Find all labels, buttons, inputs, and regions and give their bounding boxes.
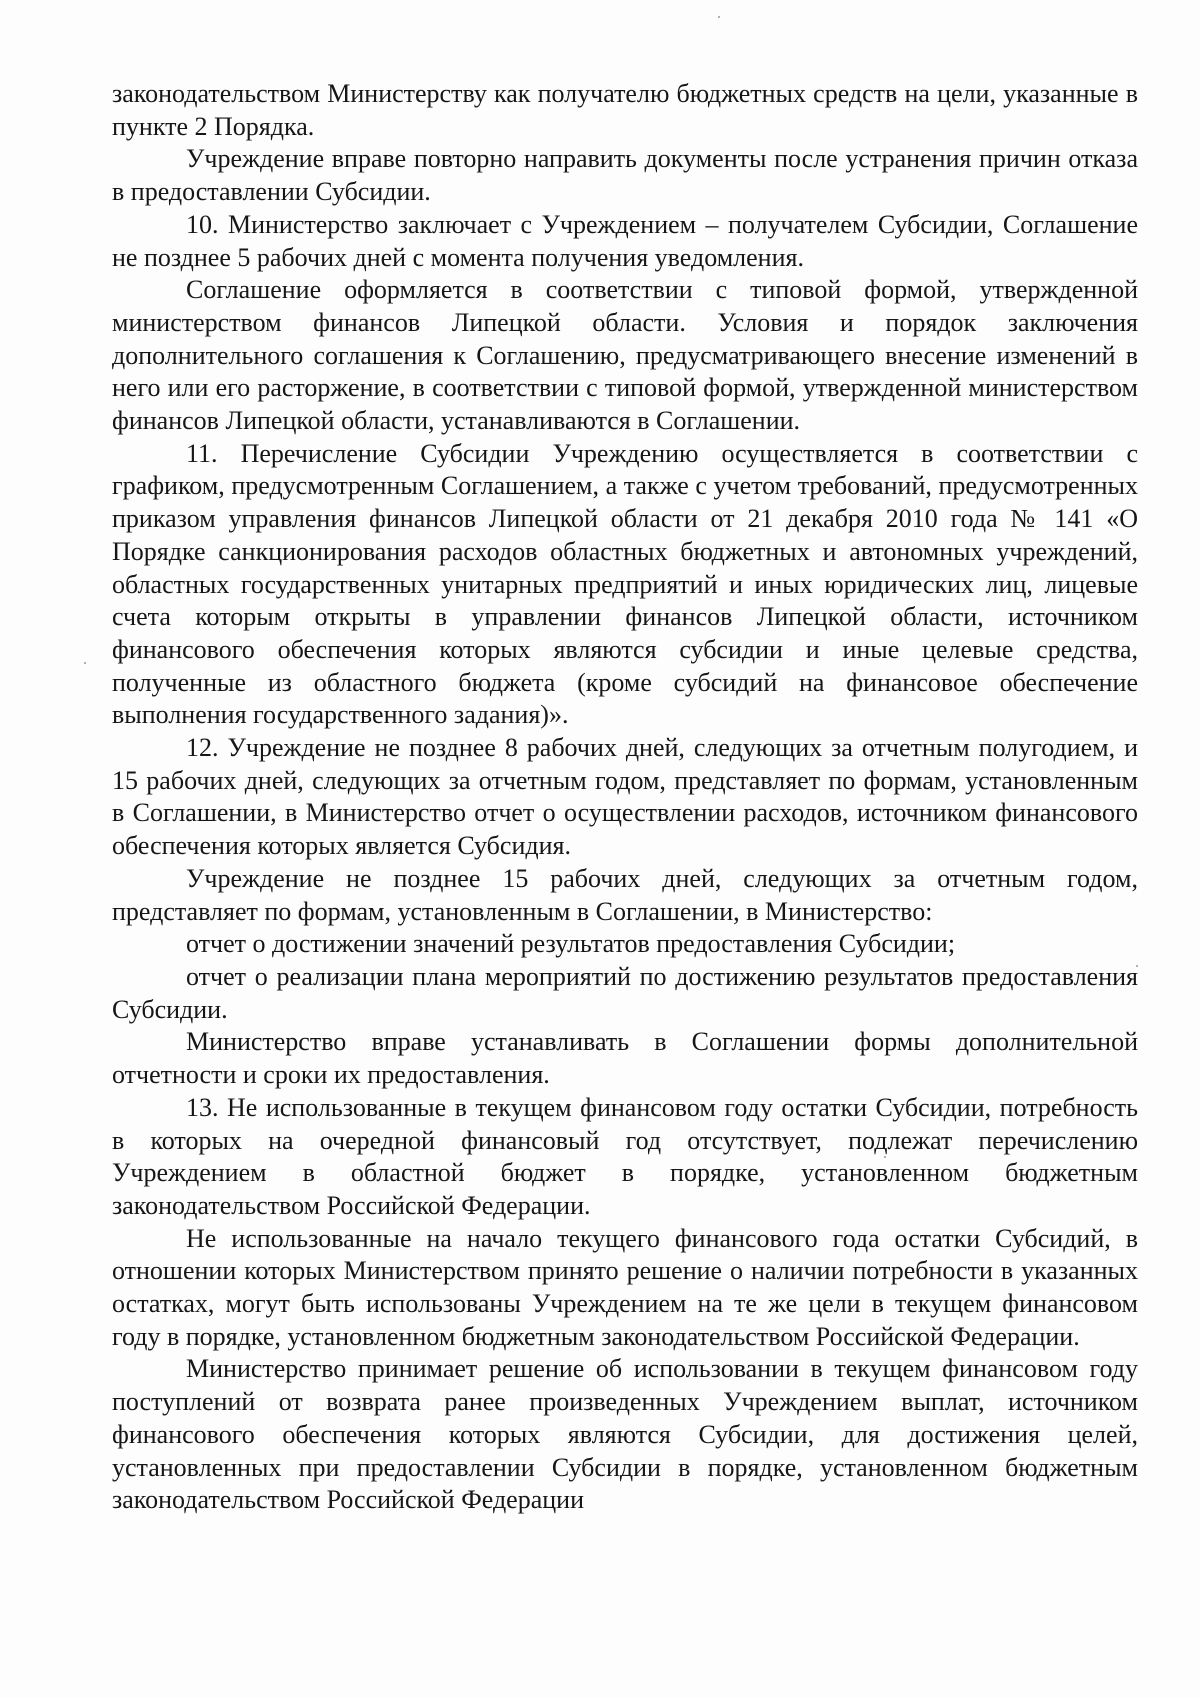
paragraph-13-remainders: 13. Не использованные в текущем финансовом году остатки Субсидии, потребность в которых на очередной финансовый год отсутствует, подлежат перечислению Учреждением в областной бюджет в порядке, установленном бюджетным законодательством Российской Федерации. [112, 1092, 1138, 1220]
paragraph-additional-forms: Министерство вправе устанавливать в Соглашении формы дополнительной отчетности и сроки их предоставления. [112, 1027, 1138, 1090]
scan-speck [84, 662, 86, 664]
paragraph-report-plan: отчет о реализации плана мероприятий по достижению результатов предоставления Субсидии. [112, 961, 1138, 1024]
document-body [112, 78, 1138, 1517]
paragraph-report-results: отчет о достижении значений результатов предоставления Субсидии; [186, 929, 956, 959]
paragraph-remainders-use: Не использованные на начало текущего финансового года остатки Субсидий, в отношении которых Министерством принято решение о наличии потребности в указанных остатках, могут быть использованы Учреждением на те же цели в текущем финансовом году в порядке, установленном бюджетным законодательством Российской Федерации. [112, 1223, 1138, 1351]
paragraph-refund-use: Министерство принимает решение об использовании в текущем финансовом году поступлений от возврата ранее произведенных Учреждением выплат, источником финансового обеспечения которых являются Субсидии, для достижения целей, установленных при предоставлении Субсидии в порядке, установленном бюджетным законодательством Российской Федерации [112, 1354, 1138, 1515]
paragraph-continuation: законодательством Министерству как получателю бюджетных средств на цели, указанные в пункте 2 Порядка. [112, 79, 1138, 141]
paragraph-agreement-form: Соглашение оформляется в соответствии с типовой формой, утвержденной министерством финансов Липецкой области. Условия и порядок заключения дополнительного соглашения к Соглашению, предусматривающего внесение изменений в него или его расторжение, в соответствии с типовой формой, утвержденной министерством финансов Липецкой области, устанавливаются в Соглашении. [112, 275, 1138, 436]
paragraph-10-agreement: 10. Министерство заключает с Учреждением – получателем Субсидии, Соглашение не позднее 5 рабочих дней с момента получения уведомления. [112, 209, 1138, 272]
scan-speck [718, 16, 720, 18]
paragraph-12-reporting: 12. Учреждение не позднее 8 рабочих дней, следующих за отчетным полугодием, и 15 рабочих дней, следующих за отчетным годом, представляет по формам, установленным в Соглашении, в Министерство отчет о осуществлении расходов, источником финансового обеспечения которых является Субсидия. [112, 733, 1138, 861]
paragraph-annual-reporting: Учреждение не позднее 15 рабочих дней, следующих за отчетным годом, представляет по формам, установленным в Соглашении, в Министерство: [112, 863, 1138, 926]
paragraph-resubmission: Учреждение вправе повторно направить документы после устранения причин отказа в предоставлении Субсидии. [112, 144, 1138, 207]
paragraph-11-transfer: 11. Перечисление Субсидии Учреждению осуществляется в соответствии с графиком, предусмотренным Соглашением, а также с учетом требований, предусмотренных приказом управления финансов Липецкой области от 21 декабря 2010 года № 141 «О Порядке санкционирования расходов областных бюджетных и автономных учреждений, областных государственных унитарных предприятий и иных юридических лиц, лицевые счета которым открыты в управлении финансов Липецкой области, источником финансового обеспечения которых являются субсидии и иные целевые средства, полученные из областного бюджета (кроме субсидий на финансовое обеспечение выполнения государственного задания)». [112, 438, 1138, 730]
